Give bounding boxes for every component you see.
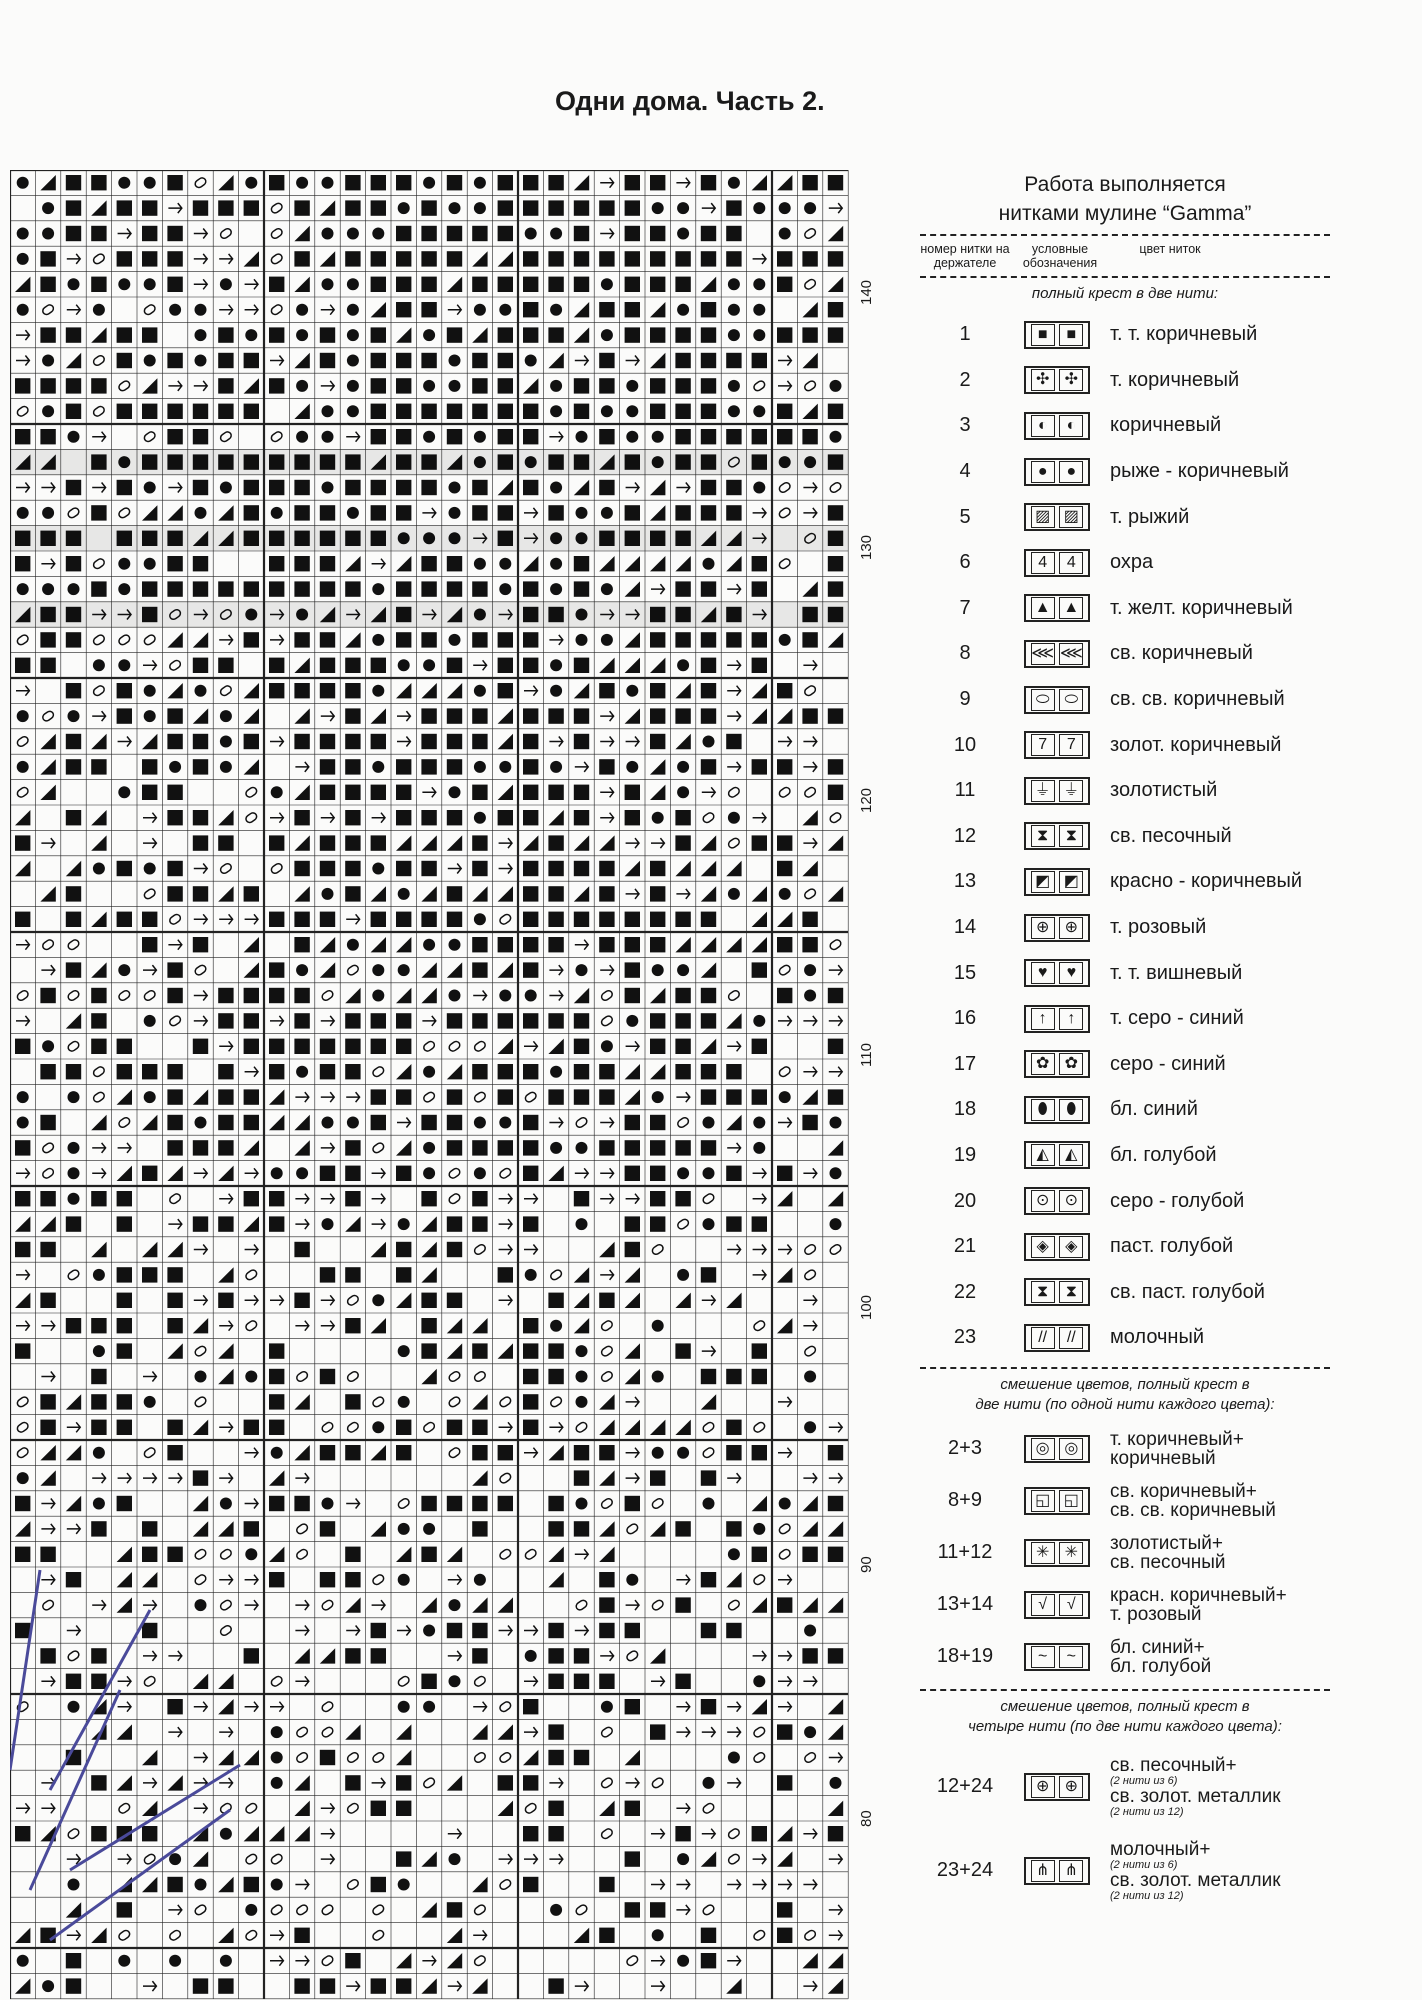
symbol-swatch	[1024, 1096, 1090, 1124]
symbol-icon: ⬭	[1031, 689, 1055, 711]
legend-mix-row	[920, 1527, 1330, 1579]
column-headers	[920, 242, 1330, 270]
symbol-swatch	[1024, 959, 1090, 987]
thread-number: 12+24	[936, 1775, 994, 1798]
symbol-icon: ▨	[1059, 506, 1083, 528]
symbol-icon: ⧗	[1031, 1281, 1055, 1303]
color-name: т. желт. коричневый	[1110, 596, 1293, 619]
thread-number: 15	[953, 961, 977, 984]
symbol-swatch	[1024, 1050, 1090, 1078]
symbol-icon: ⊕	[1059, 917, 1083, 939]
divider	[920, 234, 1330, 236]
thread-number: 8+9	[948, 1489, 982, 1512]
color-name: бл. синий	[1110, 1098, 1198, 1121]
symbol-icon: ▨	[1031, 506, 1055, 528]
thread-number: 11	[954, 779, 976, 802]
symbol-swatch	[1024, 914, 1090, 942]
legend-mix4-row	[920, 1745, 1330, 1829]
symbol-icon: ⊙	[1031, 1190, 1055, 1212]
thread-number: 16	[953, 1007, 977, 1030]
color-name: бл. синий+ бл. голубой	[1110, 1636, 1212, 1677]
symbol-swatch	[1024, 1591, 1090, 1619]
symbol-icon: 4	[1031, 552, 1055, 574]
row-number: 120	[858, 787, 875, 813]
symbol-icon: ↑	[1059, 1008, 1083, 1030]
symbol-swatch	[1024, 366, 1090, 394]
thread-number: 9	[959, 688, 971, 711]
symbol-icon: ✳	[1059, 1542, 1083, 1564]
symbol-swatch	[1024, 1324, 1090, 1352]
symbol-icon: 7	[1059, 734, 1083, 756]
legend-row	[920, 494, 1330, 540]
symbol-icon: ⬮	[1059, 1099, 1083, 1121]
legend-row	[920, 859, 1330, 905]
legend-row	[920, 950, 1330, 996]
thread-number: 22	[953, 1280, 977, 1303]
symbol-icon: ◎	[1031, 1438, 1055, 1460]
legend-row	[920, 1042, 1330, 1088]
symbol-swatch	[1024, 1278, 1090, 1306]
symbol-icon: ⧗	[1031, 825, 1055, 847]
color-name: т. розовый	[1110, 916, 1207, 939]
thread-number: 21	[953, 1235, 977, 1258]
legend-mix-row	[920, 1475, 1330, 1527]
symbol-icon: ◐	[1059, 415, 1083, 437]
symbol-swatch	[1024, 1005, 1090, 1033]
symbol-swatch	[1024, 321, 1090, 349]
legend-mix-row	[920, 1631, 1330, 1683]
legend-row	[920, 996, 1330, 1042]
symbol-icon: ⧗	[1059, 825, 1083, 847]
color-name: рыже - коричневый	[1110, 460, 1289, 483]
thread-number: 13+14	[936, 1593, 994, 1616]
legend-mix-row	[920, 1579, 1330, 1631]
symbol-swatch	[1024, 503, 1090, 531]
legend-mix-row	[920, 1423, 1330, 1475]
thread-number: 2	[959, 368, 971, 391]
divider	[920, 1689, 1330, 1691]
symbol-icon: ◭	[1059, 1144, 1083, 1166]
color-name: св. св. коричневый	[1110, 688, 1285, 711]
color-name: т. коричневый	[1110, 368, 1240, 391]
section-mix4: смешение цветов, полный крест в четыре нити (по две нити каждого цвета):	[968, 1697, 1282, 1735]
color-name: паст. голубой	[1110, 1235, 1234, 1258]
symbol-icon: ◩	[1031, 871, 1055, 893]
thread-number: 2+3	[948, 1437, 982, 1460]
symbol-icon: ●	[1031, 461, 1055, 483]
legend-row	[920, 358, 1330, 404]
symbol-icon: ⏚	[1059, 780, 1083, 802]
symbol-icon: ⋘	[1059, 643, 1083, 665]
legend-row	[920, 722, 1330, 768]
symbol-swatch	[1024, 412, 1090, 440]
color-name: молочный+ (2 нити из 6) св. золот. металлик (2 нити из 12)	[1110, 1838, 1281, 1902]
legend-row	[920, 677, 1330, 723]
symbol-icon: ◈	[1059, 1236, 1083, 1258]
symbol-swatch	[1024, 1487, 1090, 1515]
symbol-icon: ⊕	[1059, 1776, 1083, 1798]
color-name: св. коричневый	[1110, 642, 1253, 665]
color-name: серо - голубой	[1110, 1189, 1245, 1212]
color-name: красно - коричневый	[1110, 870, 1303, 893]
symbol-icon: ■	[1031, 324, 1055, 346]
legend-mix2-items	[920, 1423, 1330, 1683]
symbol-swatch	[1024, 777, 1090, 805]
symbol-swatch	[1024, 1141, 1090, 1169]
col-number-header: номер нитки на держателе	[920, 242, 1010, 270]
row-number: 140	[858, 279, 875, 305]
symbol-icon: ~	[1059, 1646, 1083, 1668]
thread-number: 3	[959, 414, 971, 437]
symbol-swatch	[1024, 640, 1090, 668]
symbol-icon: ✣	[1059, 369, 1083, 391]
legend-row	[920, 905, 1330, 951]
symbol-icon: ⋔	[1059, 1860, 1083, 1882]
color-name: т. т. коричневый	[1110, 323, 1258, 346]
row-number: 100	[858, 1294, 875, 1320]
symbol-icon: ◭	[1031, 1144, 1055, 1166]
symbol-icon: ◈	[1031, 1236, 1055, 1258]
legend-row	[920, 403, 1330, 449]
symbol-icon: 7	[1031, 734, 1055, 756]
thread-number: 23	[953, 1326, 977, 1349]
symbol-icon: ♥	[1059, 962, 1083, 984]
color-name: св. песочный	[1110, 824, 1232, 847]
page-title: Одни дома. Часть 2.	[555, 86, 825, 116]
thread-number: 23+24	[936, 1859, 994, 1882]
stitch-grid	[10, 170, 850, 2000]
color-name: молочный	[1110, 1326, 1205, 1349]
color-name: св. паст. голубой	[1110, 1280, 1265, 1303]
col-symbol-header: условные обозначения	[1022, 242, 1098, 270]
section-mix2: смешение цветов, полный крест в две нити (по одной нити каждого цвета):	[975, 1375, 1275, 1413]
row-number-scale	[858, 170, 888, 2000]
legend-row	[920, 540, 1330, 586]
legend-row	[920, 1178, 1330, 1224]
legend-row	[920, 312, 1330, 358]
thread-legend	[920, 170, 1330, 1913]
symbol-swatch	[1024, 594, 1090, 622]
divider	[920, 276, 1330, 278]
symbol-swatch	[1024, 731, 1090, 759]
legend-items	[920, 312, 1330, 1361]
symbol-icon: ⊕	[1031, 1776, 1055, 1798]
symbol-swatch	[1024, 1773, 1090, 1801]
row-number: 80	[858, 1810, 875, 1827]
thread-number: 14	[953, 916, 977, 939]
symbol-swatch	[1024, 1233, 1090, 1261]
thread-number: 12	[953, 824, 977, 847]
symbol-icon: ⋘	[1031, 643, 1055, 665]
symbol-icon: ◱	[1059, 1490, 1083, 1512]
symbol-icon: ✿	[1031, 1053, 1055, 1075]
color-name: золотистый	[1110, 779, 1218, 802]
symbol-icon: ◩	[1059, 871, 1083, 893]
symbol-icon: ✳	[1031, 1542, 1055, 1564]
legend-mix4-row	[920, 1829, 1330, 1913]
thread-number: 20	[953, 1189, 977, 1212]
symbol-icon: ⋔	[1031, 1860, 1055, 1882]
symbol-swatch	[1024, 686, 1090, 714]
symbol-icon: ♥	[1031, 962, 1055, 984]
color-name: охра	[1110, 551, 1154, 574]
legend-row	[920, 631, 1330, 677]
color-name: св. коричневый+ св. св. коричневый	[1110, 1480, 1276, 1521]
legend-row	[920, 768, 1330, 814]
legend-row	[920, 1315, 1330, 1361]
symbol-swatch	[1024, 1857, 1090, 1885]
symbol-icon: ▲	[1059, 597, 1083, 619]
symbol-swatch	[1024, 1435, 1090, 1463]
col-color-header: цвет ниток	[1139, 242, 1201, 256]
symbol-icon: ✿	[1059, 1053, 1083, 1075]
color-name: т. серо - синий	[1110, 1007, 1244, 1030]
symbol-icon: //	[1059, 1327, 1083, 1349]
symbol-icon: ◐	[1031, 415, 1055, 437]
legend-row	[920, 449, 1330, 495]
symbol-icon: √	[1059, 1594, 1083, 1616]
symbol-icon: ■	[1059, 324, 1083, 346]
legend-row	[920, 586, 1330, 632]
legend-row	[920, 1269, 1330, 1315]
thread-number: 6	[959, 551, 971, 574]
color-name: коричневый	[1110, 414, 1222, 437]
thread-number: 8	[959, 642, 971, 665]
symbol-swatch	[1024, 549, 1090, 577]
symbol-icon: ⊕	[1031, 917, 1055, 939]
color-name: красн. коричневый+ т. розовый	[1110, 1584, 1287, 1625]
symbol-swatch	[1024, 868, 1090, 896]
symbol-icon: //	[1031, 1327, 1055, 1349]
symbol-icon: ✣	[1031, 369, 1055, 391]
symbol-swatch	[1024, 822, 1090, 850]
divider	[920, 1367, 1330, 1369]
section-full-cross: полный крест в две нити:	[1031, 285, 1219, 302]
symbol-swatch	[1024, 1539, 1090, 1567]
thread-number: 11+12	[937, 1541, 993, 1564]
legend-row	[920, 1087, 1330, 1133]
symbol-icon: ⬮	[1031, 1099, 1055, 1121]
symbol-swatch	[1024, 458, 1090, 486]
color-name: золот. коричневый	[1110, 733, 1282, 756]
symbol-swatch	[1024, 1643, 1090, 1671]
row-number: 90	[858, 1556, 875, 1573]
legend-row	[920, 1224, 1330, 1270]
thread-number: 4	[959, 460, 971, 483]
symbol-icon: ⬭	[1059, 689, 1083, 711]
cross-stitch-chart	[10, 170, 850, 2000]
legend-header: Работа выполняется нитками мулине “Gamma”	[998, 173, 1252, 225]
legend-row	[920, 1133, 1330, 1179]
symbol-swatch	[1024, 1187, 1090, 1215]
thread-number: 18+19	[936, 1645, 994, 1668]
color-name: св. песочный+ (2 нити из 6) св. золот. металлик (2 нити из 12)	[1110, 1754, 1281, 1818]
legend-mix4-items	[920, 1745, 1330, 1913]
row-number: 110	[858, 1043, 875, 1067]
thread-number: 17	[953, 1052, 977, 1075]
color-name: т. т. вишневый	[1110, 961, 1243, 984]
symbol-icon: ●	[1059, 461, 1083, 483]
color-name: серо - синий	[1110, 1052, 1226, 1075]
symbol-icon: √	[1031, 1594, 1055, 1616]
thread-number: 19	[953, 1143, 977, 1166]
symbol-icon: ⏚	[1031, 780, 1055, 802]
color-name: т. рыжий	[1110, 505, 1190, 528]
thread-number: 18	[953, 1098, 977, 1121]
color-name: т. коричневый+ коричневый	[1110, 1428, 1244, 1469]
thread-number: 7	[959, 596, 971, 619]
color-name: золотистый+ св. песочный	[1110, 1532, 1226, 1573]
thread-number: 5	[959, 505, 971, 528]
symbol-icon: 4	[1059, 552, 1083, 574]
row-number: 130	[858, 534, 875, 560]
symbol-icon: ◎	[1059, 1438, 1083, 1460]
symbol-icon: ↑	[1031, 1008, 1055, 1030]
symbol-icon: ⧗	[1059, 1281, 1083, 1303]
thread-number: 13	[953, 870, 977, 893]
symbol-icon: ◱	[1031, 1490, 1055, 1512]
symbol-icon: ▲	[1031, 597, 1055, 619]
legend-row	[920, 814, 1330, 860]
symbol-icon: ⊙	[1059, 1190, 1083, 1212]
symbol-icon: ~	[1031, 1646, 1055, 1668]
thread-number: 10	[953, 733, 977, 756]
color-name: бл. голубой	[1110, 1143, 1217, 1166]
thread-number: 1	[959, 323, 971, 346]
